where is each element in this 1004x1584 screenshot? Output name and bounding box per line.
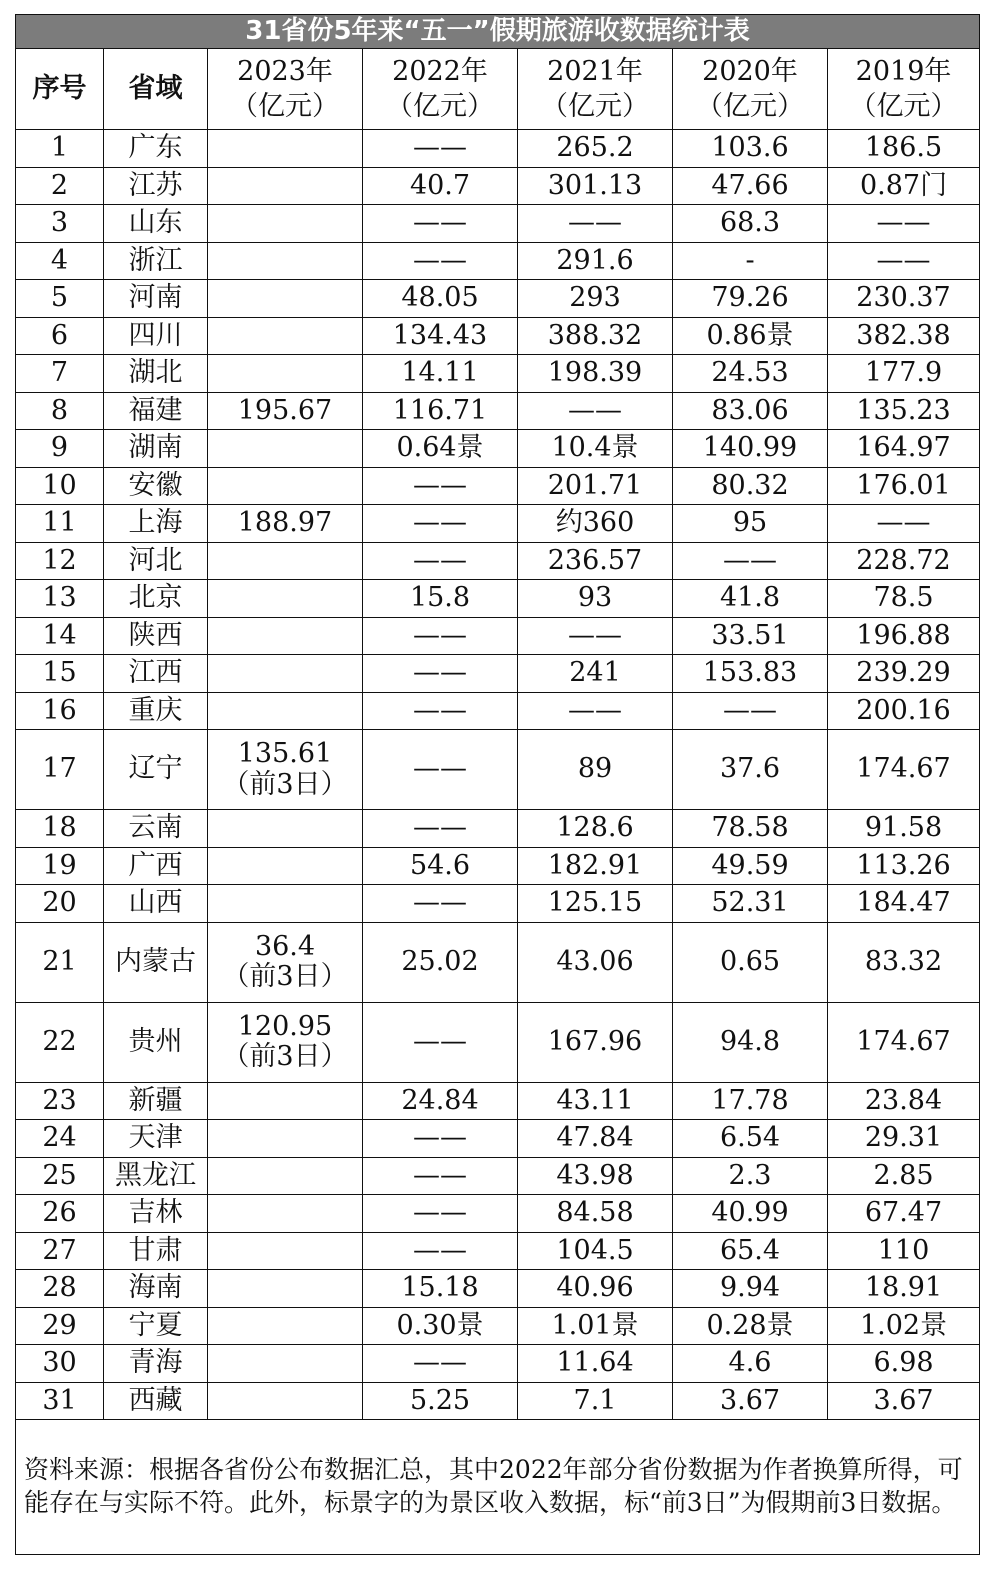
cell-province: 贵州 (104, 1002, 208, 1082)
cell-province: 重庆 (104, 692, 208, 730)
cell-y2022: —— (363, 1120, 518, 1158)
table-row (16, 730, 980, 810)
cell-y2023 (208, 922, 363, 1002)
cell-province: 浙江 (104, 242, 208, 280)
cell-y2022: 0.30景 (363, 1307, 518, 1345)
cell-province: 宁夏 (104, 1307, 208, 1345)
cell-y2020: 68.3 (673, 205, 828, 243)
cell-index: 26 (16, 1195, 104, 1233)
cell-y2019: —— (828, 505, 980, 543)
cell-y2022: —— (363, 885, 518, 923)
table-row (16, 505, 980, 543)
cell-y2019: —— (828, 242, 980, 280)
cell-y2021: 43.98 (518, 1157, 673, 1195)
cell-y2023 (208, 580, 363, 618)
cell-index: 22 (16, 1002, 104, 1082)
cell-y2021: 7.1 (518, 1382, 673, 1420)
cell-province: 海南 (104, 1270, 208, 1308)
cell-y2019: 3.67 (828, 1382, 980, 1420)
header-2020: 2020年 （亿元） (673, 49, 828, 130)
table-row (16, 655, 980, 693)
table-row (16, 1120, 980, 1158)
cell-y2023 (208, 1082, 363, 1120)
cell-y2019: 0.87门 (828, 167, 980, 205)
cell-y2020: 80.32 (673, 467, 828, 505)
cell-y2022: 54.6 (363, 847, 518, 885)
cell-y2020: 95 (673, 505, 828, 543)
cell-province: 黑龙江 (104, 1157, 208, 1195)
cell-y2022: 24.84 (363, 1082, 518, 1120)
cell-index: 24 (16, 1120, 104, 1158)
table-row (16, 1307, 980, 1345)
cell-y2023 (208, 1157, 363, 1195)
cell-index: 7 (16, 355, 104, 393)
cell-y2020: 0.65 (673, 922, 828, 1002)
cell-index: 11 (16, 505, 104, 543)
table-row (16, 280, 980, 318)
table-row (16, 205, 980, 243)
cell-province: 广东 (104, 130, 208, 168)
table-row (16, 847, 980, 885)
table-row (16, 467, 980, 505)
cell-index: 5 (16, 280, 104, 318)
cell-index: 17 (16, 730, 104, 810)
cell-province: 甘肃 (104, 1232, 208, 1270)
cell-y2022: —— (363, 692, 518, 730)
cell-y2021: 10.4景 (518, 430, 673, 468)
cell-y2020: 153.83 (673, 655, 828, 693)
header-2022: 2022年 （亿元） (363, 49, 518, 130)
cell-index: 15 (16, 655, 104, 693)
cell-y2022: —— (363, 1232, 518, 1270)
cell-y2021: 40.96 (518, 1270, 673, 1308)
cell-y2022: 15.8 (363, 580, 518, 618)
cell-y2023 (208, 130, 363, 168)
cell-line: （前3日） (222, 1041, 348, 1072)
cell-y2021: 301.13 (518, 167, 673, 205)
cell-y2019: 2.85 (828, 1157, 980, 1195)
cell-y2021: —— (518, 617, 673, 655)
table-row (16, 810, 980, 848)
cell-province: 广西 (104, 847, 208, 885)
cell-province: 辽宁 (104, 730, 208, 810)
cell-y2023 (208, 1382, 363, 1420)
cell-province: 新疆 (104, 1082, 208, 1120)
cell-y2021: 182.91 (518, 847, 673, 885)
cell-index: 2 (16, 167, 104, 205)
cell-y2019: 135.23 (828, 392, 980, 430)
cell-y2020: 37.6 (673, 730, 828, 810)
table-row (16, 580, 980, 618)
cell-y2019: 186.5 (828, 130, 980, 168)
cell-province: 云南 (104, 810, 208, 848)
table-row (16, 1157, 980, 1195)
cell-y2021: 93 (518, 580, 673, 618)
cell-province: 江西 (104, 655, 208, 693)
cell-y2020: 6.54 (673, 1120, 828, 1158)
cell-y2022: —— (363, 242, 518, 280)
cell-y2021: 约360 (518, 505, 673, 543)
cell-y2019: 196.88 (828, 617, 980, 655)
cell-index: 29 (16, 1307, 104, 1345)
cell-y2021: 43.11 (518, 1082, 673, 1120)
table-row (16, 130, 980, 168)
header-row (16, 49, 980, 130)
cell-y2023 (208, 1232, 363, 1270)
table-row (16, 430, 980, 468)
cell-y2023: 195.67 (208, 392, 363, 430)
cell-y2022: 48.05 (363, 280, 518, 318)
cell-province: 西藏 (104, 1382, 208, 1420)
cell-province: 山西 (104, 885, 208, 923)
cell-y2021: 388.32 (518, 317, 673, 355)
cell-y2023 (208, 317, 363, 355)
cell-index: 9 (16, 430, 104, 468)
cell-province: 山东 (104, 205, 208, 243)
table-title: 31省份5年来“五一”假期旅游收数据统计表 (16, 15, 980, 49)
cell-y2023 (208, 1307, 363, 1345)
table-row (16, 1232, 980, 1270)
cell-y2021: 47.84 (518, 1120, 673, 1158)
cell-y2019: 29.31 (828, 1120, 980, 1158)
cell-y2019: 78.5 (828, 580, 980, 618)
cell-y2021: 43.06 (518, 922, 673, 1002)
cell-y2021: 1.01景 (518, 1307, 673, 1345)
cell-y2022: 5.25 (363, 1382, 518, 1420)
cell-province: 安徽 (104, 467, 208, 505)
cell-y2022: 0.64景 (363, 430, 518, 468)
cell-y2023 (208, 355, 363, 393)
cell-province: 青海 (104, 1345, 208, 1383)
cell-y2020: 9.94 (673, 1270, 828, 1308)
cell-province: 湖北 (104, 355, 208, 393)
table-row (16, 617, 980, 655)
cell-y2019: 110 (828, 1232, 980, 1270)
cell-province: 河南 (104, 280, 208, 318)
header-index: 序号 (16, 49, 104, 130)
cell-y2020: 49.59 (673, 847, 828, 885)
cell-y2023 (208, 847, 363, 885)
cell-y2022: 14.11 (363, 355, 518, 393)
cell-line: （前3日） (222, 768, 348, 800)
cell-y2022: —— (363, 730, 518, 810)
cell-y2020: 78.58 (673, 810, 828, 848)
cell-y2020: 4.6 (673, 1345, 828, 1383)
cell-province: 天津 (104, 1120, 208, 1158)
cell-y2019: 1.02景 (828, 1307, 980, 1345)
cell-index: 20 (16, 885, 104, 923)
cell-index: 18 (16, 810, 104, 848)
cell-y2023 (208, 280, 363, 318)
cell-y2022: 40.7 (363, 167, 518, 205)
cell-y2022: —— (363, 1157, 518, 1195)
cell-index: 25 (16, 1157, 104, 1195)
cell-y2019: 174.67 (828, 1002, 980, 1082)
cell-y2019: 6.98 (828, 1345, 980, 1383)
cell-y2020: 103.6 (673, 130, 828, 168)
cell-y2019: 184.47 (828, 885, 980, 923)
cell-y2023 (208, 1002, 363, 1082)
cell-y2021: 128.6 (518, 810, 673, 848)
cell-line: 135.61 (237, 738, 333, 770)
cell-y2022: 25.02 (363, 922, 518, 1002)
cell-y2021: 11.64 (518, 1345, 673, 1383)
cell-index: 8 (16, 392, 104, 430)
cell-y2022: —— (363, 130, 518, 168)
cell-y2021: 104.5 (518, 1232, 673, 1270)
cell-y2020: 83.06 (673, 392, 828, 430)
cell-y2019: 176.01 (828, 467, 980, 505)
cell-province: 上海 (104, 505, 208, 543)
cell-province: 河北 (104, 542, 208, 580)
cell-index: 31 (16, 1382, 104, 1420)
cell-y2019: 230.37 (828, 280, 980, 318)
cell-y2019: 113.26 (828, 847, 980, 885)
cell-y2021: —— (518, 692, 673, 730)
cell-y2019: 174.67 (828, 730, 980, 810)
cell-line: 36.4 (254, 930, 316, 962)
cell-y2019: 228.72 (828, 542, 980, 580)
cell-y2021: —— (518, 205, 673, 243)
cell-y2020: 47.66 (673, 167, 828, 205)
cell-y2023 (208, 430, 363, 468)
cell-y2023 (208, 542, 363, 580)
cell-y2021: 89 (518, 730, 673, 810)
cell-y2023 (208, 1195, 363, 1233)
cell-y2020: 65.4 (673, 1232, 828, 1270)
cell-y2019: 164.97 (828, 430, 980, 468)
cell-index: 19 (16, 847, 104, 885)
cell-y2023 (208, 467, 363, 505)
cell-province: 福建 (104, 392, 208, 430)
cell-y2020: 40.99 (673, 1195, 828, 1233)
cell-province: 吉林 (104, 1195, 208, 1233)
cell-y2020: 79.26 (673, 280, 828, 318)
cell-y2021: 236.57 (518, 542, 673, 580)
cell-y2021: 265.2 (518, 130, 673, 168)
cell-province: 内蒙古 (104, 922, 208, 1002)
cell-y2021: —— (518, 392, 673, 430)
cell-y2023 (208, 810, 363, 848)
cell-y2019: 83.32 (828, 922, 980, 1002)
cell-index: 28 (16, 1270, 104, 1308)
cell-y2019: 382.38 (828, 317, 980, 355)
table-row (16, 1195, 980, 1233)
source-note: 资料来源：根据各省份公布数据汇总，其中2022年部分省份数据为作者换算所得，可能存在与实际不符。此外，标景字的为景区收入数据，标“前3日”为假期前3日数据。 (16, 1420, 980, 1555)
cell-y2019: —— (828, 205, 980, 243)
header-2023: 2023年 （亿元） (208, 49, 363, 130)
cell-y2023 (208, 167, 363, 205)
cell-index: 14 (16, 617, 104, 655)
cell-y2023 (208, 1270, 363, 1308)
header-2021: 2021年 （亿元） (518, 49, 673, 130)
cell-y2020: 17.78 (673, 1082, 828, 1120)
table-row (16, 167, 980, 205)
cell-index: 30 (16, 1345, 104, 1383)
cell-province: 湖南 (104, 430, 208, 468)
cell-y2023 (208, 730, 363, 810)
cell-y2023: 188.97 (208, 505, 363, 543)
cell-province: 四川 (104, 317, 208, 355)
table-row (16, 885, 980, 923)
cell-line: （前3日） (222, 961, 348, 992)
cell-y2019: 67.47 (828, 1195, 980, 1233)
cell-y2022: —— (363, 1345, 518, 1383)
cell-y2019: 239.29 (828, 655, 980, 693)
cell-y2020: 52.31 (673, 885, 828, 923)
cell-y2020: - (673, 242, 828, 280)
cell-y2020: 33.51 (673, 617, 828, 655)
cell-y2020: 3.67 (673, 1382, 828, 1420)
cell-index: 27 (16, 1232, 104, 1270)
cell-y2021: 84.58 (518, 1195, 673, 1233)
cell-y2023 (208, 242, 363, 280)
cell-line: 120.95 (237, 1010, 333, 1042)
cell-y2020: 0.28景 (673, 1307, 828, 1345)
cell-y2021: 198.39 (518, 355, 673, 393)
cell-y2019: 23.84 (828, 1082, 980, 1120)
cell-y2023 (208, 692, 363, 730)
table-row (16, 1002, 980, 1082)
table-row (16, 922, 980, 1002)
cell-y2021: 201.71 (518, 467, 673, 505)
cell-y2020: 140.99 (673, 430, 828, 468)
cell-y2023 (208, 655, 363, 693)
cell-index: 21 (16, 922, 104, 1002)
cell-y2023 (208, 885, 363, 923)
cell-y2021: 241 (518, 655, 673, 693)
cell-y2022: —— (363, 617, 518, 655)
note-row (16, 1420, 980, 1555)
cell-index: 6 (16, 317, 104, 355)
cell-y2020: 94.8 (673, 1002, 828, 1082)
cell-y2021: 293 (518, 280, 673, 318)
cell-y2022: —— (363, 505, 518, 543)
table-row (16, 317, 980, 355)
cell-y2020: 24.53 (673, 355, 828, 393)
cell-y2022: 134.43 (363, 317, 518, 355)
cell-index: 3 (16, 205, 104, 243)
cell-y2022: —— (363, 1002, 518, 1082)
table-row (16, 1345, 980, 1383)
table-row (16, 692, 980, 730)
table-row (16, 1082, 980, 1120)
table-row (16, 392, 980, 430)
cell-y2022: —— (363, 810, 518, 848)
cell-y2019: 91.58 (828, 810, 980, 848)
table-row (16, 1382, 980, 1420)
header-province: 省域 (104, 49, 208, 130)
cell-y2022: —— (363, 655, 518, 693)
cell-y2021: 291.6 (518, 242, 673, 280)
cell-y2021: 167.96 (518, 1002, 673, 1082)
cell-y2020: 41.8 (673, 580, 828, 618)
cell-y2020: 0.86景 (673, 317, 828, 355)
table-row (16, 542, 980, 580)
cell-province: 陕西 (104, 617, 208, 655)
cell-y2022: —— (363, 1195, 518, 1233)
cell-index: 1 (16, 130, 104, 168)
cell-y2021: 125.15 (518, 885, 673, 923)
cell-index: 23 (16, 1082, 104, 1120)
cell-province: 北京 (104, 580, 208, 618)
table-row (16, 242, 980, 280)
tourism-revenue-table (15, 14, 980, 1555)
data-table-container (15, 14, 979, 1555)
cell-y2022: —— (363, 205, 518, 243)
cell-index: 16 (16, 692, 104, 730)
cell-y2019: 18.91 (828, 1270, 980, 1308)
cell-y2019: 177.9 (828, 355, 980, 393)
cell-y2022: —— (363, 542, 518, 580)
cell-y2023 (208, 617, 363, 655)
cell-index: 12 (16, 542, 104, 580)
table-row (16, 355, 980, 393)
cell-index: 4 (16, 242, 104, 280)
cell-y2022: 116.71 (363, 392, 518, 430)
cell-province: 江苏 (104, 167, 208, 205)
header-2019: 2019年 （亿元） (828, 49, 980, 130)
cell-y2023 (208, 1120, 363, 1158)
cell-index: 13 (16, 580, 104, 618)
cell-y2022: 15.18 (363, 1270, 518, 1308)
cell-y2019: 200.16 (828, 692, 980, 730)
table-row (16, 1270, 980, 1308)
cell-y2022: —— (363, 467, 518, 505)
cell-y2020: 2.3 (673, 1157, 828, 1195)
cell-y2023 (208, 1345, 363, 1383)
cell-y2020: —— (673, 692, 828, 730)
cell-index: 10 (16, 467, 104, 505)
cell-y2020: —— (673, 542, 828, 580)
cell-y2023 (208, 205, 363, 243)
